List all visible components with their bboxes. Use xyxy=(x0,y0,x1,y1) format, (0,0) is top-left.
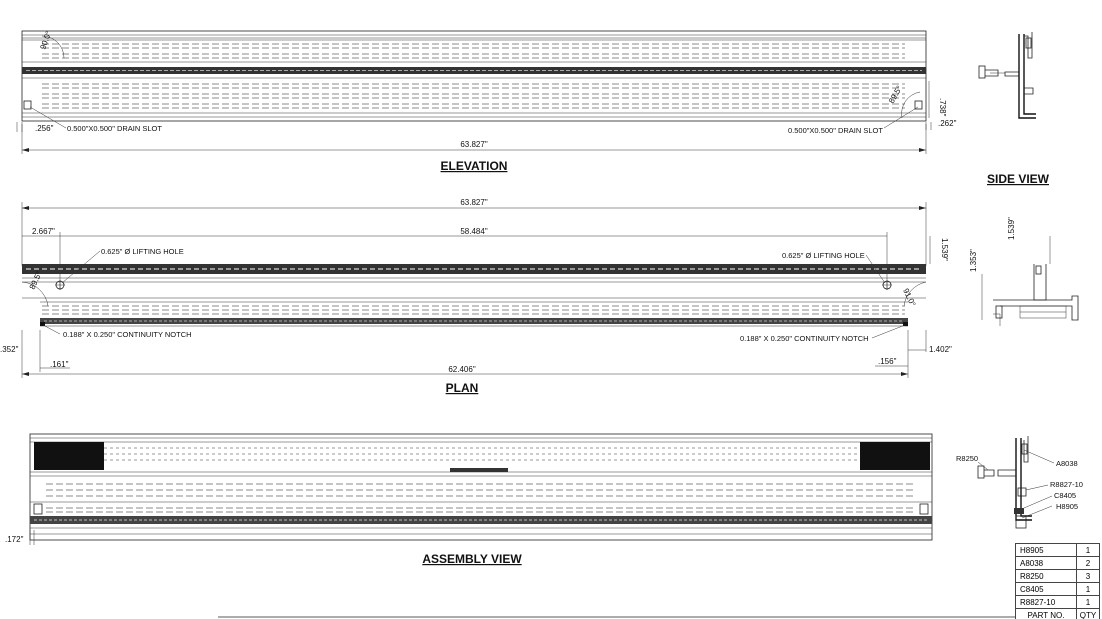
side-section-dim-top: 1.539" xyxy=(1007,217,1016,240)
bom-row xyxy=(1016,596,1100,609)
assembly-left-offset: .172" xyxy=(5,535,24,544)
bom-qty: 1 xyxy=(1077,544,1100,557)
plan-title: PLAN xyxy=(445,381,479,395)
plan-notch-left: 0.188" X 0.250" CONTINUITY NOTCH xyxy=(63,330,192,339)
bom-qty: 3 xyxy=(1077,570,1100,583)
bom-part: R8250 xyxy=(1016,570,1077,583)
bom-qty: 1 xyxy=(1077,596,1100,609)
bom-part: H8905 xyxy=(1016,544,1077,557)
bom-part: C8405 xyxy=(1016,583,1077,596)
plan-width-dim: 1.539" xyxy=(940,238,949,261)
assembly-title: ASSEMBLY VIEW xyxy=(422,552,522,566)
elevation-height-dim: .738" xyxy=(938,98,947,117)
bom-header-row xyxy=(1016,609,1100,619)
assembly-callout-r8827-10: R8827-10 xyxy=(1050,480,1083,489)
plan-overall-length: 63.827" xyxy=(460,198,488,207)
bom-row xyxy=(1016,557,1100,570)
side-section-profile xyxy=(969,217,1078,326)
plan-angle-left: 89.5° xyxy=(27,270,44,291)
bom-part: A8038 xyxy=(1016,557,1077,570)
elevation-drain-slot-right: 0.500"X0.500" DRAIN SLOT xyxy=(788,126,883,135)
assembly-side-profile xyxy=(956,436,1083,528)
plan-view xyxy=(0,198,952,395)
side-view-title: SIDE VIEW xyxy=(986,172,1050,186)
bom-row xyxy=(1016,544,1100,557)
assembly-callout-r8250: R8250 xyxy=(956,454,979,463)
plan-lifting-hole-left: 0.625" Ø LIFTING HOLE xyxy=(101,247,184,256)
plan-right-notch-offset: .156" xyxy=(878,357,897,366)
plan-hole-spacing: 58.484" xyxy=(460,227,488,236)
assembly-callout-a8038: A8038 xyxy=(1056,459,1078,468)
plan-left-edge: .352" xyxy=(0,345,19,354)
side-view-profile xyxy=(979,32,1050,186)
bom-header-part: PART NO. xyxy=(1016,609,1077,619)
side-section-dim-left: 1.353" xyxy=(969,249,978,272)
elevation-title: ELEVATION xyxy=(440,159,508,173)
assembly-callout-c8405: C8405 xyxy=(1054,491,1077,500)
elevation-drain-slot-left: 0.500"X0.500" DRAIN SLOT xyxy=(67,124,162,133)
bom-qty: 1 xyxy=(1077,583,1100,596)
bom-part: R8827-10 xyxy=(1016,596,1077,609)
plan-left-notch-offset: .161" xyxy=(50,360,69,369)
assembly-view xyxy=(5,434,932,566)
plan-lifting-hole-right: 0.625" Ø LIFTING HOLE xyxy=(782,251,865,260)
elevation-angle-right: 89.5° xyxy=(886,84,905,105)
bom-row xyxy=(1016,583,1100,596)
bom-header-qty: QTY xyxy=(1077,609,1100,619)
elevation-overall-length: 63.827" xyxy=(460,140,488,149)
elevation-left-offset: .256" xyxy=(35,124,54,133)
bill-of-materials xyxy=(1015,543,1100,619)
plan-right-edge: 1.402" xyxy=(929,345,952,354)
elevation-view xyxy=(17,30,957,173)
bom-row xyxy=(1016,570,1100,583)
bom-qty: 2 xyxy=(1077,557,1100,570)
plan-left-hole-offset: 2.667" xyxy=(32,227,55,236)
elevation-right-offset: .262" xyxy=(938,119,957,128)
plan-angle-right: 91.0° xyxy=(901,287,918,308)
assembly-callout-h8905: H8905 xyxy=(1056,502,1079,511)
plan-notch-right: 0.188" X 0.250" CONTINUITY NOTCH xyxy=(740,334,869,343)
plan-inner-length: 62.406" xyxy=(448,365,476,374)
elevation-angle-left: 90.0° xyxy=(38,29,54,51)
